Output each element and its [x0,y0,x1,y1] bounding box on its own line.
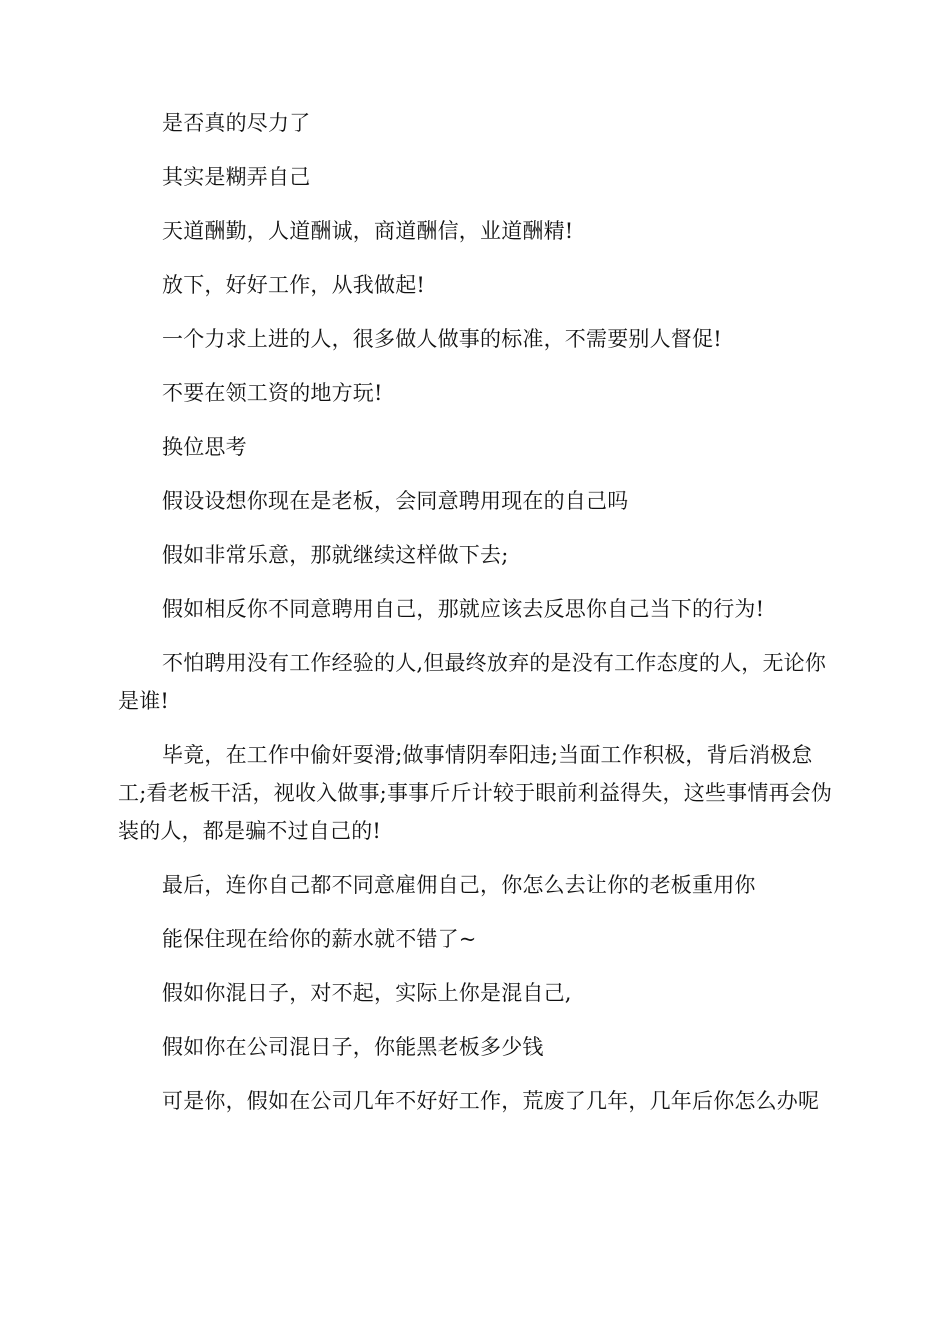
paragraph: 不怕聘用没有工作经验的人,但最终放弃的是没有工作态度的人，无论你是谁! [118,651,827,713]
paragraph: 能保住现在给你的薪水就不错了~ [162,927,477,951]
paragraph: 可是你，假如在公司几年不好好工作，荒废了几年，几年后你怎么办呢 [162,1089,820,1113]
paragraph: 假如相反你不同意聘用自己，那就应该去反思你自己当下的行为! [162,597,765,621]
paragraph: 不要在领工资的地方玩! [162,381,383,405]
paragraph: 一个力求上进的人，很多做人做事的标准，不需要别人督促! [162,327,722,351]
paragraph: 天道酬勤，人道酬诚，商道酬信，业道酬精! [162,219,574,243]
paragraph: 假如你混日子，对不起，实际上你是混自己, [162,981,572,1005]
paragraph: 最后，连你自己都不同意雇佣自己，你怎么去让你的老板重用你 [162,873,756,897]
paragraph: 毕竟，在工作中偷奸耍滑;做事情阴奉阳违;当面工作积极，背后消极怠工;看老板干活，视收入做事;事事斤斤计较于眼前利益得失，这些事情再会伪装的人，都是骗不过自己的! [118,743,833,843]
paragraph: 换位思考 [162,435,247,459]
paragraph: 假如非常乐意，那就继续这样做下去; [162,543,509,567]
paragraph: 是否真的尽力了 [162,111,311,135]
paragraph: 假设设想你现在是老板，会同意聘用现在的自己吗 [162,489,629,513]
paragraph: 其实是糊弄自己 [162,165,311,189]
document-body [118,104,834,1136]
paragraph: 放下，好好工作，从我做起! [162,273,426,297]
paragraph: 假如你在公司混日子，你能黑老板多少钱 [162,1035,544,1059]
